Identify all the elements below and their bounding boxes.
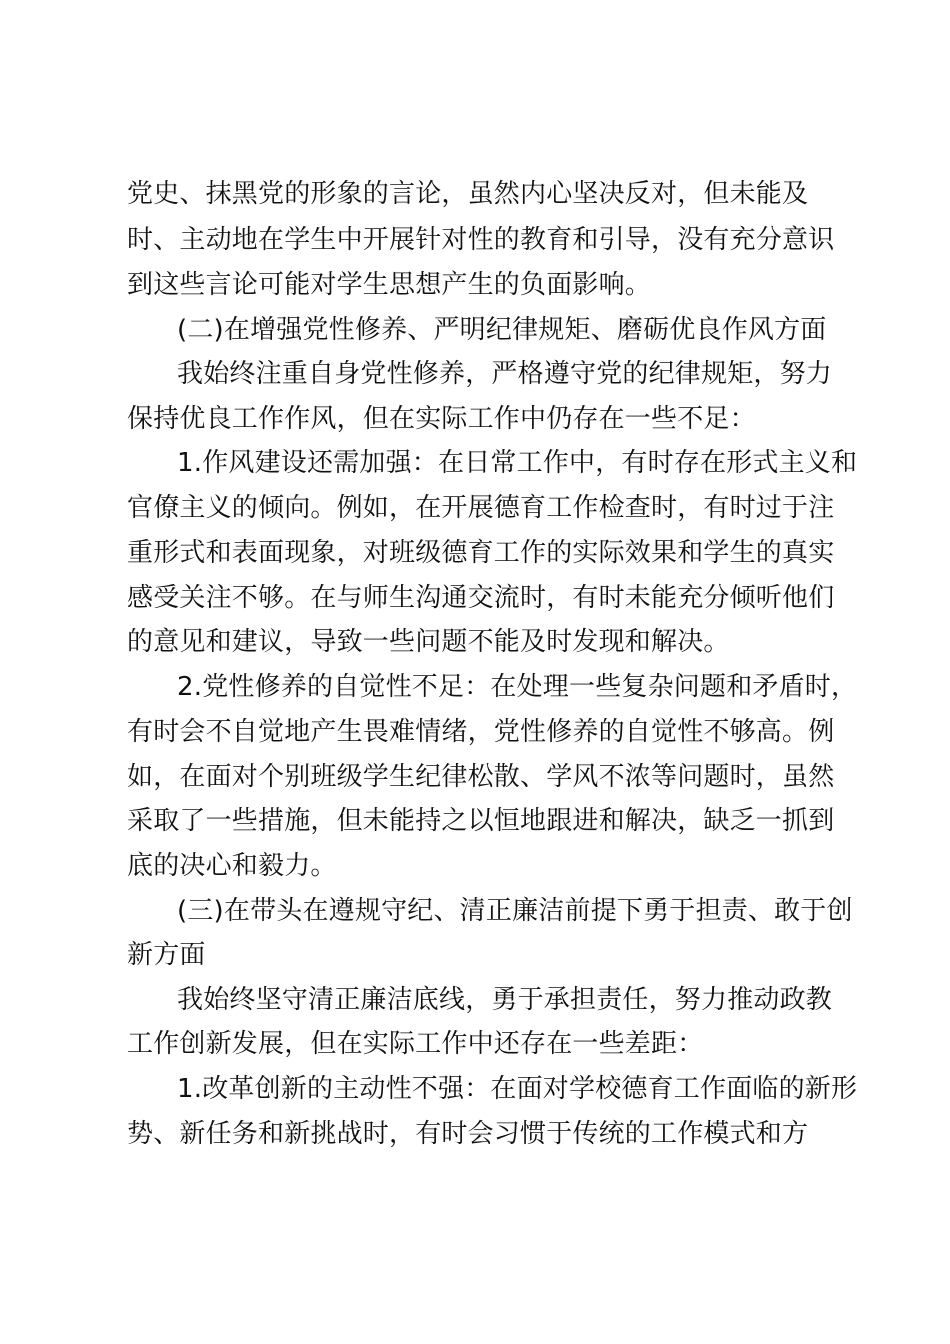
list-item-line: 1.作风建设还需加强：在日常工作中，有时存在形式主义和 — [177, 448, 858, 478]
body-text-line: 势、新任务和新挑战时，有时会习惯于传统的工作模式和方 — [127, 1119, 809, 1149]
body-text-line: 重形式和表面现象，对班级德育工作的实际效果和学生的真实 — [127, 538, 835, 568]
body-text-line: 我始终坚守清正廉洁底线，勇于承担责任，努力推动政教 — [177, 985, 833, 1015]
body-text-line: 的意见和建议，导致一些问题不能及时发现和解决。 — [127, 627, 730, 657]
section-heading: (三)在带头在遵规守纪、清正廉洁前提下勇于担责、敢于创 — [177, 896, 853, 926]
body-text-line: 有时会不自觉地产生畏难情绪，党性修养的自觉性不够高。例 — [127, 717, 835, 747]
list-item-line: 1.改革创新的主动性不强：在面对学校德育工作面临的新形 — [177, 1074, 858, 1104]
body-text-line: 保持优良工作作风，但在实际工作中仍存在一些不足： — [127, 404, 756, 434]
body-text-line: 如，在面对个别班级学生纪律松散、学风不浓等问题时，虽然 — [127, 762, 835, 792]
body-text-line: 官僚主义的倾向。例如，在开展德育工作检查时，有时过于注 — [127, 493, 835, 523]
body-text-line: 工作创新发展，但在实际工作中还存在一些差距： — [127, 1029, 704, 1059]
body-text-line: 时、主动地在学生中开展针对性的教育和引导，没有充分意识 — [127, 225, 835, 255]
body-text-line: 采取了一些措施，但未能持之以恒地跟进和解决，缺乏一抓到 — [127, 806, 835, 836]
body-text-line: 感受关注不够。在与师生沟通交流时，有时未能充分倾听他们 — [127, 583, 835, 613]
list-item-line: 2.党性修养的自觉性不足：在处理一些复杂问题和矛盾时， — [177, 672, 858, 702]
section-heading: 新方面 — [127, 940, 206, 970]
body-text-line: 我始终注重自身党性修养，严格遵守党的纪律规矩，努力 — [177, 359, 833, 389]
body-text-line: 党史、抹黑党的形象的言论，虽然内心坚决反对，但未能及 — [127, 179, 809, 209]
body-text-line: 到这些言论可能对学生思想产生的负面影响。 — [127, 270, 652, 300]
body-text-line: 底的决心和毅力。 — [127, 851, 337, 881]
section-heading: (二)在增强党性修养、严明纪律规矩、磨砺优良作风方面 — [177, 315, 827, 345]
